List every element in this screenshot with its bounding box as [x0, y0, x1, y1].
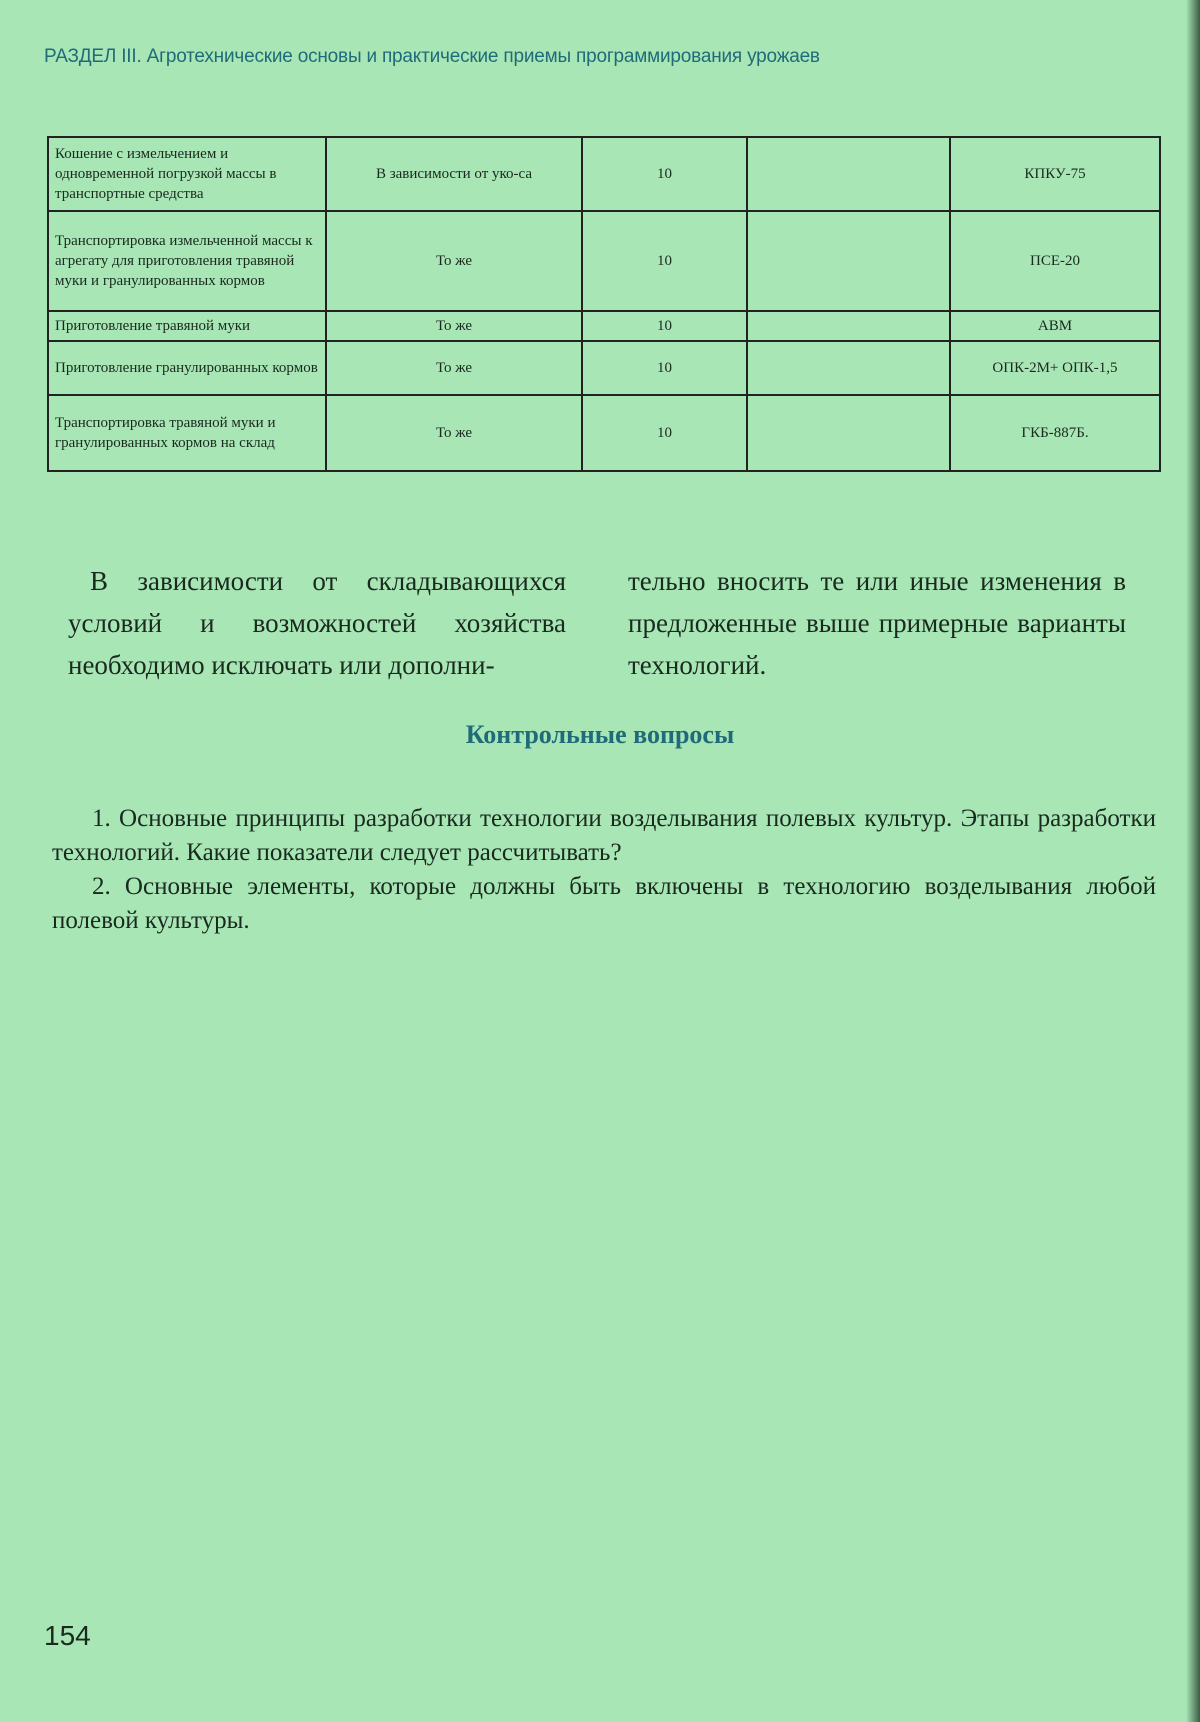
paragraph-left-column: В зависимости от складывающихся условий и возможностей хозяйства необходимо исключать или дополни- [68, 566, 566, 680]
value-cell: 10 [582, 395, 747, 471]
extra-cell [747, 211, 950, 311]
value-cell: 10 [582, 341, 747, 395]
terms-cell: То же [326, 211, 582, 311]
section-title: Контрольные вопросы [465, 720, 735, 749]
table-row [48, 211, 1160, 311]
table-row [48, 341, 1160, 395]
question-item: 1. Основные принципы разработки технологии возделывания полевых культур. Этапы разработки технологий. Какие показатели следует рассчитывать? [52, 805, 1156, 866]
page-number: 154 [44, 1620, 91, 1651]
extra-cell [747, 341, 950, 395]
operation-cell: Приготовление гранулированных кормов [48, 341, 326, 395]
value-cell: 10 [582, 137, 747, 211]
operation-cell: Кошение с измельчением и одновременной погрузкой массы в транспортные средства [48, 137, 326, 211]
machine-cell: ПСЕ-20 [950, 211, 1160, 311]
running-header: РАЗДЕЛ III. Агротехнические основы и практические приемы программирования урожаев [44, 46, 820, 67]
operation-cell: Приготовление травяной муки [48, 311, 326, 341]
value-cell: 10 [582, 211, 747, 311]
value-cell: 10 [582, 311, 747, 341]
terms-cell: То же [326, 311, 582, 341]
table-row [48, 311, 1160, 341]
operation-cell: Транспортировка травяной муки и гранулированных кормов на склад [48, 395, 326, 471]
terms-cell: В зависимости от уко-са [326, 137, 582, 211]
technology-table [47, 136, 1161, 472]
extra-cell [747, 311, 950, 341]
table-row [48, 137, 1160, 211]
machine-cell: КПКУ-75 [950, 137, 1160, 211]
operation-cell: Транспортировка измельченной массы к агрегату для приготовления травяной муки и гранулированных кормов [48, 211, 326, 311]
machine-cell: ГКБ-887Б. [950, 395, 1160, 471]
page-edge-shadow [1186, 0, 1200, 1722]
extra-cell [747, 395, 950, 471]
extra-cell [747, 137, 950, 211]
machine-cell: АВМ [950, 311, 1160, 341]
machine-cell: ОПК-2М+ ОПК-1,5 [950, 341, 1160, 395]
terms-cell: То же [326, 341, 582, 395]
question-item: 2. Основные элементы, которые должны быть включены в технологию возделывания любой полевой культуры. [52, 873, 1156, 934]
table-row [48, 395, 1160, 471]
paragraph-right-column: тельно вносить те или иные изменения в предложенные выше примерные варианты технологий. [628, 566, 1126, 680]
terms-cell: То же [326, 395, 582, 471]
